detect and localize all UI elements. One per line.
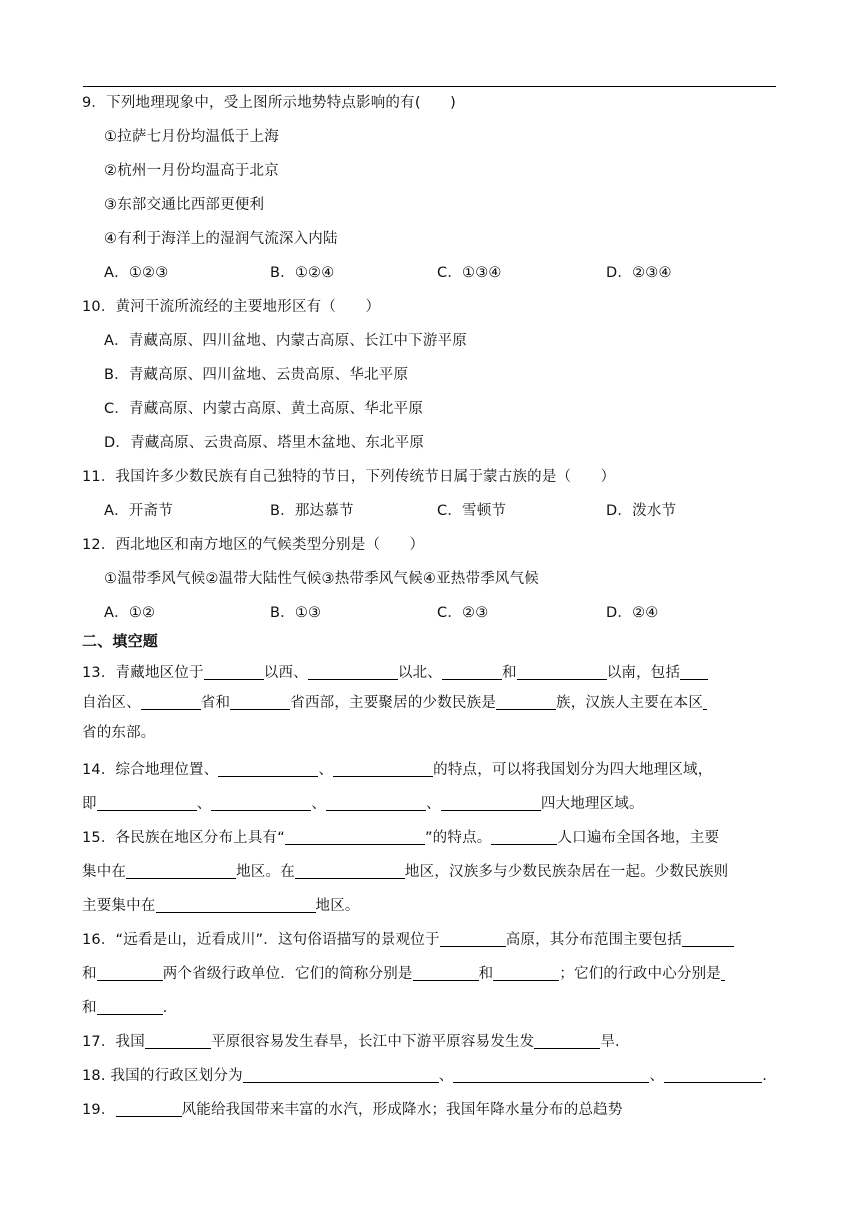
answer-blank — [141, 691, 201, 710]
answer-blank — [145, 1030, 211, 1049]
option-c: C．②③ — [437, 605, 489, 621]
answer-blank — [413, 962, 479, 981]
question-15-line-1: 15．各民族在地区分布上具有“ ”的特点。 人口遍布全国各地，主要 — [82, 821, 719, 855]
answer-blank — [97, 792, 197, 811]
question-10-option-a: A．青藏高原、四川盆地、内蒙古高原、长江中下游平原 — [104, 333, 467, 349]
question-15-line-2: 集中在 地区。在 地区，汉族多与少数民族杂居在一起。少数民族则 — [82, 855, 728, 889]
answer-blank — [721, 962, 725, 981]
answer-blank — [441, 792, 541, 811]
answer-blank — [156, 894, 316, 913]
option-a: A．①② — [104, 605, 156, 621]
answer-blank — [534, 1030, 600, 1049]
question-10-option-c: C．青藏高原、内蒙古高原、黄土高原、华北平原 — [104, 401, 424, 417]
answer-blank — [211, 792, 311, 811]
answer-blank — [442, 661, 502, 680]
answer-blank — [116, 1098, 182, 1117]
answer-blank — [326, 792, 426, 811]
answer-blank — [308, 661, 398, 680]
question-13-line-2: 自治区、 省和 省西部，主要聚居的少数民族是 族，汉族人主要在本区 — [82, 686, 707, 720]
question-10-option-b: B．青藏高原、四川盆地、云贵高原、华北平原 — [104, 367, 409, 383]
question-11-options — [0, 494, 860, 528]
question-16-line-3: 和 ． — [82, 991, 177, 1025]
answer-blank — [682, 928, 734, 947]
question-9-stem: 9．下列地理现象中，受上图所示地势特点影响的有( ) — [82, 95, 456, 111]
question-16-line-1: 16．“远看是山，近看成川”．这句俗语描写的景观位于 高原，其分布范围主要包括 — [82, 923, 734, 957]
answer-blank — [243, 1064, 439, 1083]
answer-blank — [493, 962, 559, 981]
answer-blank — [680, 661, 708, 680]
answer-blank — [453, 1064, 649, 1083]
question-19: 19． 风能给我国带来丰富的水汽，形成降水；我国年降水量分布的总趋势 — [82, 1093, 623, 1127]
option-b: B．①②④ — [270, 265, 335, 281]
question-9-item-3: ③东部交通比西部更便利 — [104, 197, 265, 213]
answer-blank — [703, 691, 707, 710]
question-13-line-3: 省的东部。 — [82, 725, 156, 741]
answer-blank — [204, 661, 264, 680]
option-a: A．开斋节 — [104, 503, 173, 519]
section-title: 二、填空题 — [82, 632, 159, 650]
option-c: C．雪顿节 — [437, 503, 507, 519]
question-10-option-d: D．青藏高原、云贵高原、塔里木盆地、东北平原 — [104, 435, 425, 451]
answer-blank — [333, 758, 433, 777]
answer-blank — [126, 860, 236, 879]
answer-blank — [218, 758, 318, 777]
option-c: C．①③④ — [437, 265, 502, 281]
answer-blank — [97, 996, 163, 1015]
answer-blank — [496, 691, 556, 710]
answer-blank — [440, 928, 506, 947]
question-18: 18. 我国的行政区划分为 、 、 . — [82, 1059, 767, 1093]
question-12-stem: 12．西北地区和南方地区的气候类型分别是（ ） — [82, 537, 425, 553]
answer-blank — [230, 691, 290, 710]
option-d: D．泼水节 — [606, 503, 677, 519]
question-14-line-2: 即 、 、 、 四大地理区域。 — [82, 787, 644, 821]
option-b: B．那达慕节 — [270, 503, 354, 519]
question-15-line-3: 主要集中在 地区。 — [82, 889, 360, 923]
option-b: B．①③ — [270, 605, 322, 621]
question-9-item-4: ④有利于海洋上的湿润气流深入内陆 — [104, 231, 338, 247]
question-9-options — [0, 256, 860, 290]
question-9-item-2: ②杭州一月份均温高于北京 — [104, 163, 279, 179]
question-9-item-1: ①拉萨七月份均温低于上海 — [104, 129, 279, 145]
answer-blank — [295, 860, 405, 879]
answer-blank — [491, 826, 557, 845]
question-12-item-1: ①温带季风气候②温带大陆性气候③热带季风气候④亚热带季风气候 — [104, 571, 539, 587]
answer-blank — [97, 962, 163, 981]
answer-blank — [285, 826, 425, 845]
question-13-line-1: 13．青藏地区位于 以西、 以北、 和 以南，包括 — [82, 656, 708, 690]
question-10-stem: 10．黄河干流所流经的主要地形区有（ ） — [82, 299, 381, 315]
question-14-line-1: 14．综合地理位置、 、 的特点，可以将我国划分为四大地理区域， — [82, 753, 712, 787]
option-a: A．①②③ — [104, 265, 169, 281]
question-11-stem: 11．我国许多少数民族有自己独特的节日，下列传统节日属于蒙古族的是（ ） — [82, 469, 616, 485]
option-d: D．②④ — [606, 605, 659, 621]
option-d: D．②③④ — [606, 265, 672, 281]
question-16-line-2: 和 两个省级行政单位．它们的简称分别是 和 ；它们的行政中心分别是 — [82, 957, 725, 991]
answer-blank — [664, 1064, 762, 1083]
answer-blank — [517, 661, 607, 680]
question-17: 17．我国 平原很容易发生春旱，长江中下游平原容易发生发 旱． — [82, 1025, 630, 1059]
